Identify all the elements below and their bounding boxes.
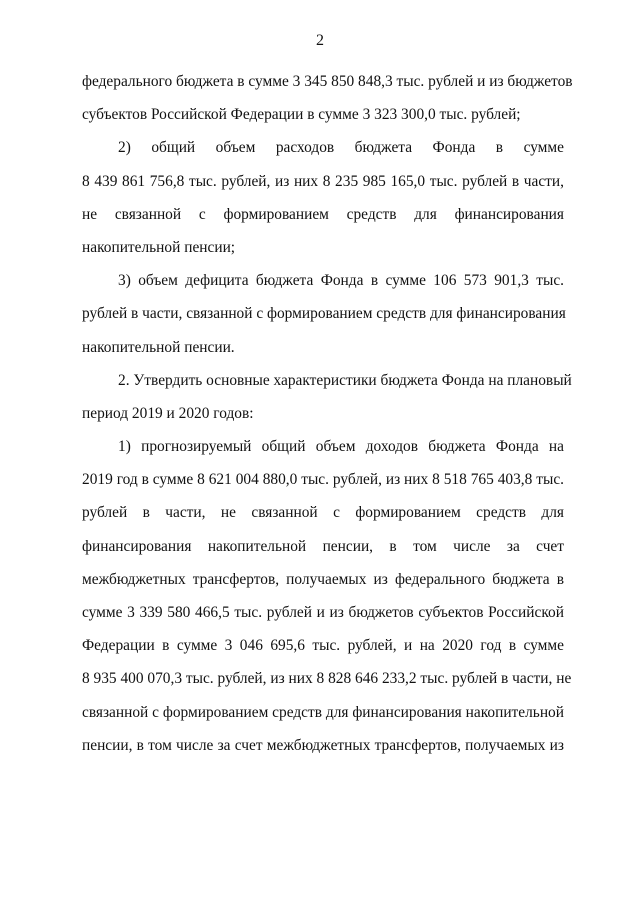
text-line: финансирования накопительной пенсии, в том числе за счет: [82, 537, 564, 555]
body-text: [82, 65, 573, 762]
page-number: 2: [316, 32, 324, 49]
text-line: не связанной с формированием средств для финансирования: [82, 205, 564, 223]
text-line: 2. Утвердить основные характеристики бюджета Фонда на плановый: [118, 371, 572, 389]
text-line: 2) общий объем расходов бюджета Фонда в сумме: [118, 139, 564, 157]
text-line: пенсии, в том числе за счет межбюджетных трансфертов, получаемых из: [82, 736, 564, 754]
text-line: сумме 3 339 580 466,5 тыс. рублей и из бюджетов субъектов Российской: [82, 604, 564, 621]
text-line: 2019 год в сумме 8 621 004 880,0 тыс. рублей, из них 8 518 765 403,8 тыс.: [82, 471, 564, 489]
text-line: накопительной пенсии.: [82, 338, 235, 356]
text-line: 1) прогнозируемый общий объем доходов бюджета Фонда на: [118, 438, 564, 456]
text-line: накопительной пенсии;: [82, 238, 236, 256]
text-line: связанной с формированием средств для финансирования накопительной: [82, 703, 564, 721]
text-line: 8 935 400 070,3 тыс. рублей, из них 8 828 646 233,2 тыс. рублей в части, не: [82, 670, 572, 688]
text-line: период 2019 и 2020 годов:: [82, 404, 254, 422]
text-line: межбюджетных трансфертов, получаемых из федерального бюджета в: [82, 570, 564, 588]
text-line: рублей в части, не связанной с формированием средств для: [82, 504, 564, 522]
text-line: субъектов Российской Федерации в сумме 3 323 300,0 тыс. рублей;: [82, 106, 521, 124]
text-line: Федерации в сумме 3 046 695,6 тыс. рублей, и на 2020 год в сумме: [82, 637, 564, 655]
text-line: 8 439 861 756,8 тыс. рублей, из них 8 235 985 165,0 тыс. рублей в части,: [82, 172, 564, 190]
text-line: рублей в части, связанной с формированием средств для финансирования: [82, 305, 566, 323]
text-line: 3) объем дефицита бюджета Фонда в сумме 106 573 901,3 тыс.: [118, 272, 564, 290]
text-line: федерального бюджета в сумме 3 345 850 848,3 тыс. рублей и из бюджетов: [82, 73, 573, 90]
